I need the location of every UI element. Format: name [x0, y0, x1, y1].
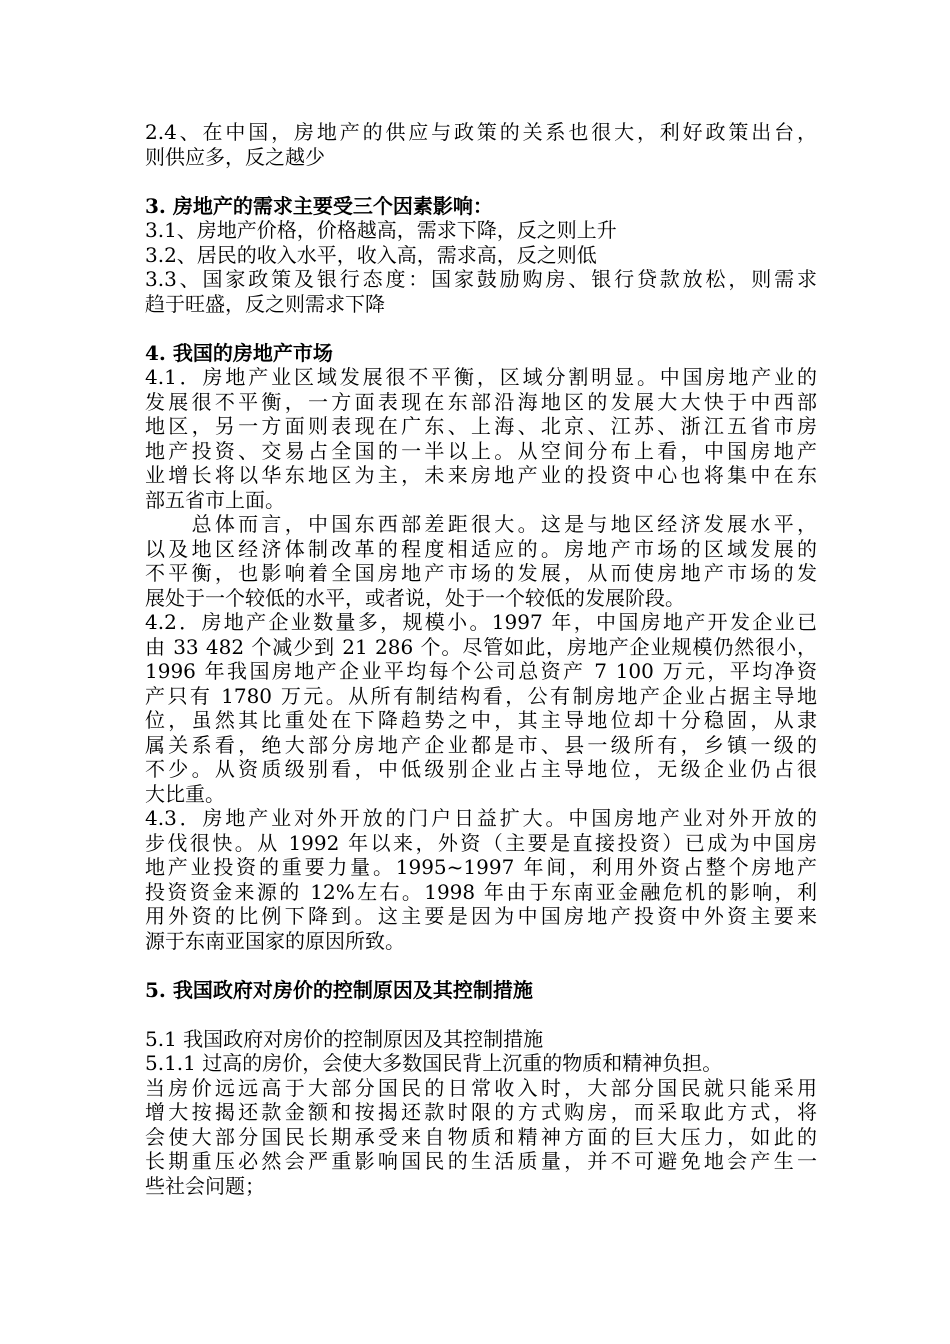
document-body: [145, 120, 817, 1198]
text-line: 3.1、房地产价格，价格越高，需求下降，反之则上升: [145, 218, 617, 242]
text-line: 2.4、在中国，房地产的供应与政策的关系也很大，利好政策出台，: [145, 120, 817, 144]
text-line: 4.2．房地产企业数量多，规模小。1997 年，中国房地产开发企业已: [145, 610, 817, 634]
section-heading: 3. 房地产的需求主要受三个因素影响：: [145, 193, 493, 218]
text-line: 位，虽然其比重处在下降趋势之中，其主导地位却十分稳固，从隶: [145, 708, 817, 732]
text-line: 4.1．房地产业区域发展很不平衡，区域分割明显。中国房地产业的: [145, 365, 817, 389]
text-line: 产只有 1780 万元。从所有制结构看，公有制房地产企业占据主导地: [145, 683, 817, 708]
text-line: 趋于旺盛，反之则需求下降: [145, 291, 385, 316]
text-line: 部五省市上面。: [145, 487, 285, 512]
text-line: 5.1.1 过高的房价，会使大多数国民背上沉重的物质和精神负担。: [145, 1051, 723, 1075]
text-line: 长期重压必然会严重影响国民的生活质量，并不可避免地会产生一: [145, 1149, 817, 1173]
text-line: 当房价远远高于大部分国民的日常收入时，大部分国民就只能采用: [145, 1075, 817, 1100]
text-line: 会使大部分国民长期承受来自物质和精神方面的巨大压力，如此的: [145, 1124, 817, 1149]
text-line: 以及地区经济体制改革的程度相适应的。房地产市场的区域发展的: [145, 536, 817, 561]
text-line: 步伐很快。从 1992 年以来，外资（主要是直接投资）已成为中国房: [145, 830, 817, 855]
text-line: 不少。从资质级别看，中低级别企业占主导地位，无级企业仍占很: [145, 757, 817, 781]
text-line: 地产业投资的重要力量。1995~1997 年间，利用外资占整个房地产: [145, 855, 817, 879]
text-line: 属关系看，绝大部分房地产企业都是市、县一级所有，乡镇一级的: [145, 732, 817, 757]
text-line: 源于东南亚国家的原因所致。: [145, 928, 405, 953]
text-line: 地区，另一方面则表现在广东、上海、北京、江苏、浙江五省市房: [145, 414, 817, 438]
section-heading: 5. 我国政府对房价的控制原因及其控制措施: [145, 977, 533, 1002]
text-line: 展处于一个较低的水平，或者说，处于一个较低的发展阶段。: [145, 585, 685, 610]
subsection-heading: 5.1 我国政府对房价的控制原因及其控制措施: [145, 1026, 544, 1051]
text-line: 增大按揭还款金额和按揭还款时限的方式购房，而采取此方式，将: [145, 1100, 817, 1124]
text-line: 3.2、居民的收入水平，收入高，需求高，反之则低: [145, 242, 597, 267]
text-line: 3.3、国家政策及银行态度：国家鼓励购房、银行贷款放松，则需求: [145, 267, 817, 291]
section-heading: 4. 我国的房地产市场: [145, 340, 333, 365]
text-line: 发展很不平衡，一方面表现在东部沿海地区的发展大大快于中西部: [145, 389, 817, 414]
text-line: 则供应多，反之越少: [145, 144, 325, 169]
text-line: 总体而言，中国东西部差距很大。这是与地区经济发展水平，: [145, 512, 817, 536]
text-line: 投资资金来源的 12%左右。1998 年由于东南亚金融危机的影响，利: [145, 879, 817, 904]
text-line: 业增长将以华东地区为主，未来房地产业的投资中心也将集中在东: [145, 463, 817, 487]
text-line: 大比重。: [145, 781, 225, 806]
text-line: 4.3．房地产业对外开放的门户日益扩大。中国房地产业对外开放的: [145, 806, 817, 830]
text-line: 用外资的比例下降到。这主要是因为中国房地产投资中外资主要来: [145, 904, 817, 928]
text-line: 不平衡，也影响着全国房地产市场的发展，从而使房地产市场的发: [145, 561, 817, 585]
text-line: 由 33 482 个减少到 21 286 个。尽管如此，房地产企业规模仍然很小，: [145, 634, 817, 659]
text-line: 1996 年我国房地产企业平均每个公司总资产 7 100 万元，平均净资: [145, 659, 817, 683]
text-line: 些社会问题；: [145, 1173, 265, 1198]
text-line: 地产投资、交易占全国的一半以上。从空间分布上看，中国房地产: [145, 438, 817, 463]
